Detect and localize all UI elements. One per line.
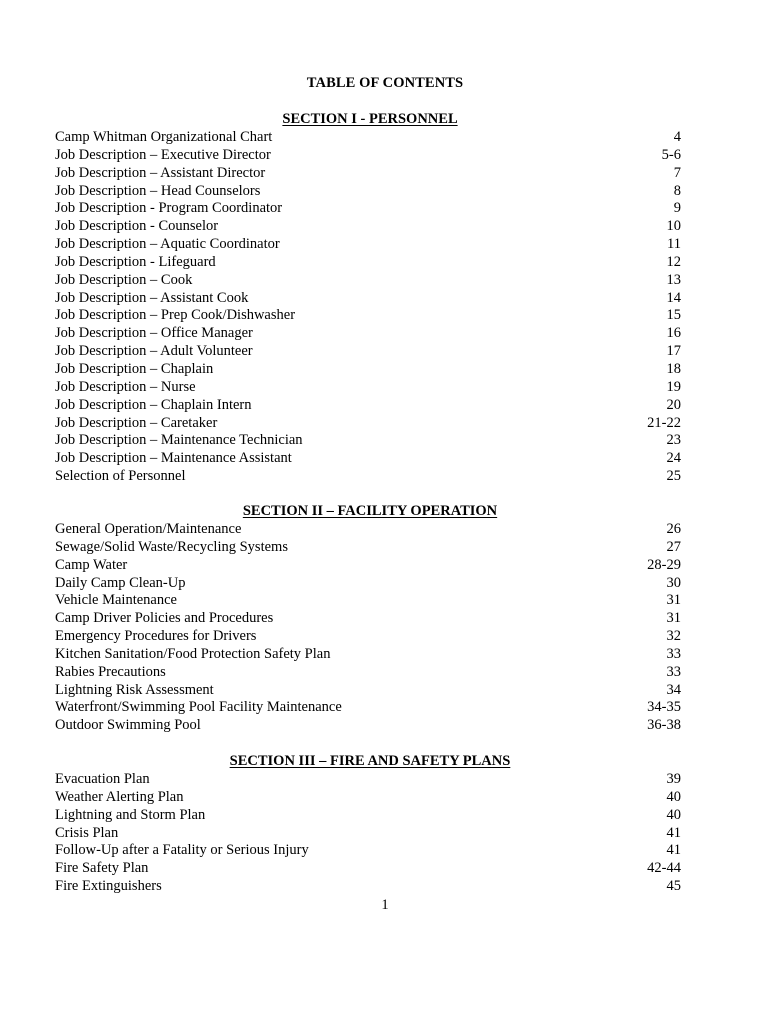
toc-entry-title: Daily Camp Clean-Up — [55, 574, 186, 591]
toc-entry — [55, 468, 681, 486]
toc-entry-page: 11 — [667, 236, 681, 253]
toc-entry — [55, 628, 681, 646]
toc-entry — [55, 717, 681, 735]
toc-entry-title: Job Description - Lifeguard — [55, 253, 216, 270]
toc-entry — [55, 557, 681, 575]
toc-entry-page: 32 — [666, 628, 681, 645]
toc-entry-page: 23 — [666, 432, 681, 449]
toc-entry-page: 41 — [666, 842, 681, 859]
toc-entry — [55, 664, 681, 682]
toc-entry — [55, 147, 681, 165]
toc-entry — [55, 325, 681, 343]
toc-entry — [55, 682, 681, 700]
toc-entry-title: Waterfront/Swimming Pool Facility Maintenance — [55, 699, 342, 716]
toc-entry — [55, 307, 681, 325]
toc-entry-title: Fire Extinguishers — [55, 878, 162, 895]
toc-entry-title: Follow-Up after a Fatality or Serious Injury — [55, 842, 309, 859]
toc-entry-page: 21-22 — [647, 414, 681, 431]
toc-entry-title: Lightning and Storm Plan — [55, 806, 206, 823]
toc-entry-title: General Operation/Maintenance — [55, 521, 242, 537]
toc-entry-page: 27 — [666, 538, 681, 555]
toc-entry-page: 4 — [673, 129, 681, 145]
toc-entry-title: Job Description – Maintenance Technician — [55, 432, 303, 449]
toc-entry-page: 33 — [666, 663, 681, 680]
toc-entry-page: 31 — [666, 592, 681, 609]
toc-entry — [55, 860, 681, 878]
toc-entry-page: 36-38 — [647, 717, 681, 734]
toc-entry — [55, 165, 681, 183]
toc-entry — [55, 397, 681, 415]
toc-entry-title: Vehicle Maintenance — [55, 592, 177, 609]
toc-entry — [55, 646, 681, 664]
toc-entry — [55, 842, 681, 860]
toc-entry-title: Job Description – Nurse — [55, 378, 196, 395]
toc-entry-title: Job Description – Office Manager — [55, 325, 253, 342]
toc-entry-title: Job Description – Adult Volunteer — [55, 343, 253, 360]
toc-entry-page: 9 — [673, 200, 681, 217]
toc-entry-title: Job Description – Aquatic Coordinator — [55, 236, 280, 253]
toc-entry-page: 15 — [666, 307, 681, 324]
toc-entry-title: Camp Water — [55, 556, 128, 573]
toc-entry-page: 16 — [666, 325, 681, 342]
toc-entry — [55, 254, 681, 272]
toc-entry-page: 5-6 — [661, 146, 681, 163]
toc-entry-title: Job Description – Head Counselors — [55, 182, 261, 199]
toc-entry-title: Crisis Plan — [55, 824, 119, 841]
toc-entry-title: Selection of Personnel — [55, 468, 186, 485]
toc-entry-title: Job Description – Maintenance Assistant — [55, 450, 292, 467]
toc-entry — [55, 807, 681, 825]
toc-entry-title: Outdoor Swimming Pool — [55, 717, 201, 734]
toc-entry — [55, 825, 681, 843]
toc-entry — [55, 432, 681, 450]
toc-entry — [55, 699, 681, 717]
toc-entry-page: 25 — [666, 468, 681, 485]
toc-entry-title: Job Description – Chaplain Intern — [55, 396, 252, 413]
toc-entry-page: 45 — [666, 878, 681, 895]
toc-entry — [55, 539, 681, 557]
toc-entry — [55, 575, 681, 593]
section-heading: SECTION III – FIRE AND SAFETY PLANS — [229, 753, 511, 769]
toc-entry-page: 40 — [666, 788, 681, 805]
toc-entry-title: Weather Alerting Plan — [55, 788, 184, 805]
toc-entry — [55, 200, 681, 218]
toc-entry-page: 12 — [666, 253, 681, 270]
toc-entry-title: Job Description – Assistant Director — [55, 164, 266, 181]
toc-entry-page: 31 — [666, 610, 681, 627]
toc-entry — [55, 361, 681, 379]
toc-entry — [55, 272, 681, 290]
toc-entry — [55, 878, 681, 896]
toc-entry — [55, 450, 681, 468]
toc-entry — [55, 343, 681, 361]
toc-entry-title: Camp Driver Policies and Procedures — [55, 610, 274, 627]
section-fire-and-safety-plans — [55, 753, 681, 896]
toc-entry — [55, 610, 681, 628]
toc-entry-title: Fire Safety Plan — [55, 860, 149, 877]
toc-entry — [55, 771, 681, 789]
toc-entry-page: 26 — [666, 521, 681, 537]
toc-entry-title: Lightning Risk Assessment — [55, 681, 214, 698]
toc-entry — [55, 183, 681, 201]
toc-entry-page: 14 — [666, 289, 681, 306]
toc-entry-page: 41 — [666, 824, 681, 841]
section-personnel — [55, 111, 681, 486]
toc-entry-title: Kitchen Sanitation/Food Protection Safety Plan — [55, 645, 331, 662]
toc-entry-title: Job Description – Chaplain — [55, 360, 214, 377]
toc-entry — [55, 521, 681, 539]
toc-entry-title: Job Description – Prep Cook/Dishwasher — [55, 307, 296, 324]
toc-entry-title: Evacuation Plan — [55, 771, 150, 787]
toc-entry — [55, 415, 681, 433]
toc-entry — [55, 218, 681, 236]
section-heading: SECTION II – FACILITY OPERATION — [242, 503, 498, 519]
toc-entry-title: Job Description – Executive Director — [55, 146, 271, 163]
toc-entry-page: 19 — [666, 378, 681, 395]
toc-entry-title: Job Description – Assistant Cook — [55, 289, 249, 306]
toc-entry-page: 18 — [666, 360, 681, 377]
toc-entry-page: 33 — [666, 645, 681, 662]
toc-entry-title: Rabies Precautions — [55, 663, 166, 680]
toc-entry-title: Emergency Procedures for Drivers — [55, 628, 257, 645]
toc-entry — [55, 236, 681, 254]
toc-entry-title: Job Description – Cook — [55, 271, 193, 288]
section-heading: SECTION I - PERSONNEL — [282, 111, 458, 127]
toc-entry-title: Camp Whitman Organizational Chart — [55, 129, 273, 145]
toc-entry — [55, 290, 681, 308]
toc-entry-page: 42-44 — [647, 860, 681, 877]
toc-entry-title: Job Description - Program Coordinator — [55, 200, 283, 217]
toc-entry — [55, 379, 681, 397]
toc-entry-page: 28-29 — [647, 556, 681, 573]
toc-entry-title: Job Description – Caretaker — [55, 414, 218, 431]
toc-entry-page: 34 — [666, 681, 681, 698]
toc-entry-page: 34-35 — [647, 699, 681, 716]
toc-entry-page: 8 — [673, 182, 681, 199]
toc-entry-title: Job Description - Counselor — [55, 218, 219, 235]
section-facility-operation — [55, 503, 681, 735]
page-number: 1 — [381, 897, 389, 913]
toc-entry — [55, 129, 681, 147]
toc-entry — [55, 592, 681, 610]
toc-entry-page: 40 — [666, 806, 681, 823]
toc-entry-page: 10 — [666, 218, 681, 235]
toc-entry-page: 7 — [673, 164, 681, 181]
page-title: TABLE OF CONTENTS — [306, 75, 464, 91]
toc-entry-page: 39 — [666, 771, 681, 787]
toc-entry-page: 24 — [666, 450, 681, 467]
toc-entry-page: 20 — [666, 396, 681, 413]
toc-entry — [55, 789, 681, 807]
toc-entry-page: 17 — [666, 343, 681, 360]
toc-entry-page: 13 — [666, 271, 681, 288]
toc-entry-page: 30 — [666, 574, 681, 591]
toc-entry-title: Sewage/Solid Waste/Recycling Systems — [55, 538, 288, 555]
